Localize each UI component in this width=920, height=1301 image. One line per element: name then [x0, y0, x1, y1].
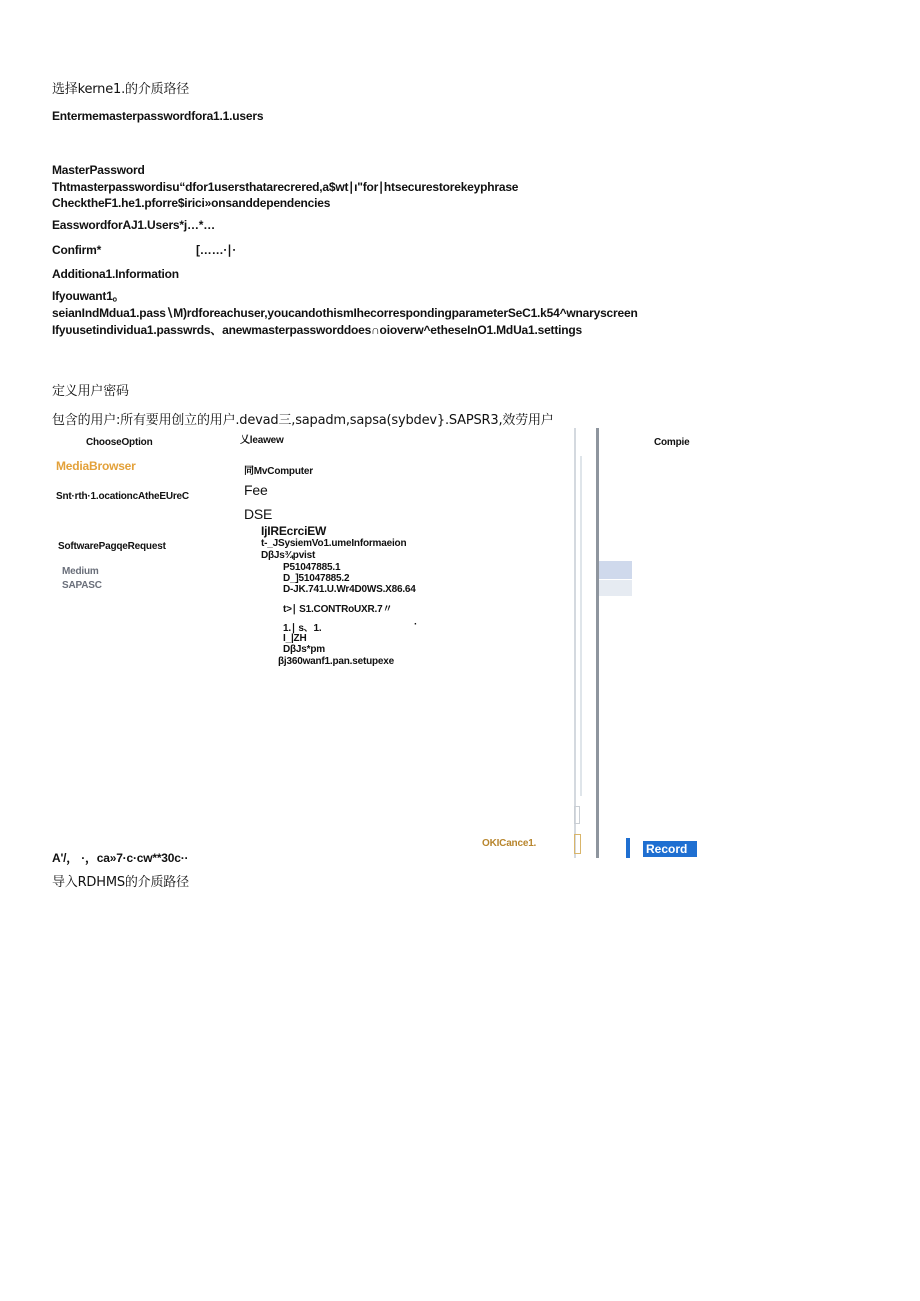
tree-item[interactable]: DβJs¾pvist	[261, 550, 316, 561]
my-computer-item[interactable]: 同MvComputer	[244, 466, 313, 477]
tree-item[interactable]: βj360wanf1.pan.setupexe	[278, 656, 394, 667]
fee-item[interactable]: Fee	[244, 482, 268, 498]
master-password-help: CheckthеF1.he1.pforre$irici»onsanddependencies	[52, 196, 331, 210]
row-highlight	[599, 580, 632, 596]
dse-item[interactable]: DSE	[244, 506, 273, 522]
record-button-edge	[626, 838, 630, 858]
media-browser-title: MediaBrowser	[56, 459, 136, 473]
medium-label: Medium	[62, 566, 99, 577]
enter-master-password-heading: Entermemasterpasswordfora1.1.users	[52, 109, 264, 123]
tree-dot: ·	[414, 619, 418, 630]
compile-label: Compie	[654, 437, 690, 448]
tree-item[interactable]: P51047885.1	[283, 562, 341, 573]
software-request-label: SoftwarePagqeRequest	[58, 541, 166, 552]
search-location-label: Snt·rth·1.ocationcAtheEUreC	[56, 491, 189, 502]
tree-root-item[interactable]: IjIREcrciEW	[261, 524, 327, 538]
tree-item[interactable]: D-JK.741.U.Wr4D0WS.X86.64	[283, 584, 416, 595]
password-field-label: EasswordforAJ1.Users*j…*…	[52, 218, 216, 232]
leave-option[interactable]: 乂leawew	[240, 435, 284, 446]
tree-item[interactable]: t-_JSysiemVo1.umeInformaeion	[261, 538, 407, 549]
additional-info-line-3: Ifyυusetindividua1.passwrds、anewmasterpassworddoes∩oioverw^etheseInO1.MdUa1.settings	[52, 323, 583, 337]
ok-button-edge[interactable]	[574, 834, 581, 854]
choose-option-label: ChooseOption	[86, 437, 153, 448]
additional-info-line-1: Ifyouwant1。	[52, 289, 125, 303]
tree-item[interactable]: DβJs*pm	[283, 644, 325, 655]
master-password-description: Thtmasterpasswordisu“dfor1usersthatarecrered,a$wt∣ı"for∣htsecurestorekeyphrase	[52, 180, 519, 194]
additional-info-line-2: seianIndMdua1.pass∖M)rdforeachuser,youcandothismIhecorrespondingparameterSeC1.k54^wnaryscreen	[52, 306, 638, 320]
rdhms-media-path-heading: 导入RDHMS的介质路径	[52, 875, 189, 890]
tree-item[interactable]: D_]51047885.2	[283, 573, 350, 584]
selected-row-highlight	[599, 561, 632, 579]
kernel-media-path-heading: 选择kerne1.的介质珞径	[52, 82, 190, 97]
master-password-title: MasterPassword	[52, 163, 145, 177]
panel-divider	[596, 428, 599, 858]
footer-garbled-line: A'/， ·，ca»7·c·cw**30c··	[52, 851, 189, 865]
scrollbar-track[interactable]	[580, 456, 582, 796]
users-included-line: 包含的用户:所有要用创立的用户.devad三,sapadm,sapsa(sybdev}.SAPSR3,效劳用户	[52, 413, 554, 428]
panel-left-border	[574, 428, 576, 858]
tree-item[interactable]: t>∣ S1.CONTRoUXR.7〃	[283, 604, 393, 615]
define-password-heading: 定义用户密码	[52, 384, 129, 399]
additional-info-title: Additiona1.Information	[52, 267, 179, 281]
ok-cancel-buttons[interactable]: OKICance1.	[482, 838, 537, 849]
record-button[interactable]: Record	[643, 841, 697, 857]
panel-box	[574, 806, 580, 824]
tree-item[interactable]: I_|ZH	[283, 633, 307, 644]
tree-item[interactable]: 1.∣ s、1.	[283, 623, 322, 634]
confirm-field[interactable]: [……∙∣∙	[196, 243, 236, 257]
sapasc-label: SAPASC	[62, 580, 102, 591]
confirm-field-label: Confirm*	[52, 243, 102, 257]
